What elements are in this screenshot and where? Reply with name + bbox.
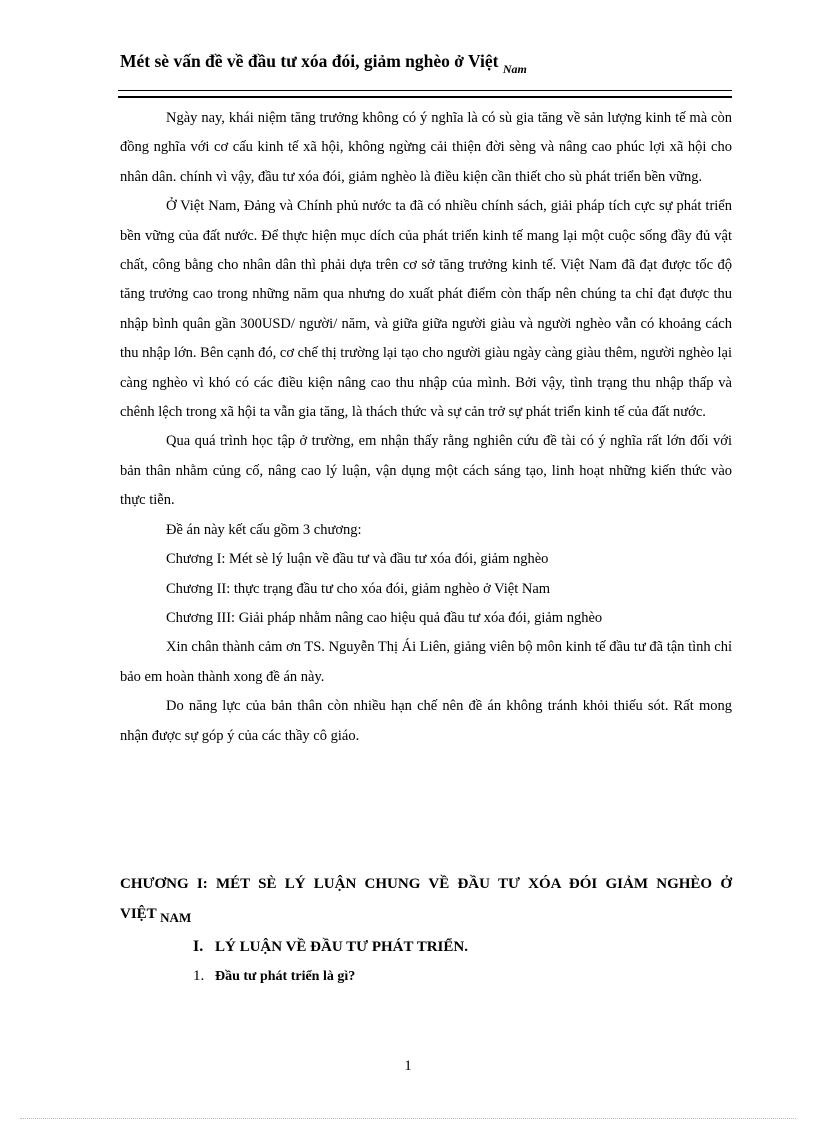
subsection-number: 1.: [193, 968, 205, 984]
header-rule-thick: [118, 96, 732, 98]
structure-intro: Đề án này kết cấu gồm 3 chương:: [166, 521, 362, 538]
chapter-title: CHƯƠNG I: MÉT SÈ LÝ LUẬN CHUNG VỀ ĐẦU TƯ XÓA ĐÓI GIẢM NGHÈO Ở: [120, 876, 732, 892]
paragraph: Ngày nay, khái niệm tăng trưởng không có ý nghĩa là có sù gia tăng về sản lượng kinh tế mà còn đồng nghĩa với cơ cấu kinh tế xã hội, không ngừng cải thiện đời sèng và nâng cao phúc lợi xã hội cho nhân dân. chính vì vậy, đầu tư xóa đói, giảm nghèo là điều kiện cần thiết cho sù phát triển bền vững.: [120, 110, 732, 185]
page-number: 1: [404, 1058, 412, 1074]
subsection-heading: [193, 968, 355, 985]
acknowledgement-paragraph: Xin chân thành cảm ơn TS. Nguyễn Thị Ái Liên, giảng viên bộ môn kinh tế đầu tư đã tận tình chỉ bảo em hoàn thành xong đề án này.: [120, 639, 732, 685]
paragraph: Ở Việt Nam, Đảng và Chính phủ nước ta đã có nhiều chính sách, giải pháp tích cực sự phát triển bền vững của đất nước. Để thực hiện mục dích của phát triển kinh tế mang lại một cuộc sống đầy đủ vật chất, công bằng cho nhân dân thì phải dựa trên cơ sở tăng trưởng kinh tế. Việt Nam đã đạt được tốc độ tăng trưởng cao trong những năm qua nhưng do xuất phát điểm còn thấp nên chúng ta chỉ đạt được thu nhập bình quân gần 300USD/ người/ năm, và giữa giữa người giàu và người nghèo vẫn có khoảng cách thu nhập lớn. Bên cạnh đó, cơ chế thị trường lại tạo cho người giàu ngày càng giàu thêm, người nghèo lại càng nghèo vì khó có các điều kiện nâng cao thu nhập của mình. Bởi vậy, tình trạng thu nhập thấp và chênh lệch trong xã hội ta vẫn gia tăng, là thách thức và sự cản trở sự phát triển kinh tế của đất nước.: [120, 198, 732, 421]
chapter-list-item: Chương III: Giải pháp nhằm nâng cao hiệu quả đầu tư xóa đói, giảm nghèo: [166, 609, 603, 626]
section-title: LÝ LUẬN VỀ ĐẦU TƯ PHÁT TRIỂN.: [215, 939, 468, 955]
page-bottom-border: [20, 1118, 796, 1119]
body-text: [120, 104, 732, 751]
chapter-list-item: Chương II: thực trạng đầu tư cho xóa đói, giảm nghèo ở Việt Nam: [166, 580, 551, 597]
paragraph: Do năng lực của bản thân còn nhiều hạn chế nên đề án không tránh khỏi thiếu sót. Rất mong nhận được sự góp ý của các thầy cô giáo.: [120, 698, 732, 744]
chapter-list-item: Chương I: Mét sè lý luận về đầu tư và đầu tư xóa đói, giảm nghèo: [166, 551, 549, 568]
header-rule-thin: [118, 90, 732, 91]
chapter-title-word: VIỆT: [120, 906, 157, 922]
paragraph: Qua quá trình học tập ở trường, em nhận thấy rằng nghiên cứu đề tài có ý nghĩa rất lớn đối với bản thân nhằm củng cố, nâng cao lý luận, vận dụng một cách sáng tạo, linh hoạt những kiến thức vào thực tiễn.: [120, 433, 732, 509]
subsection-title: Đầu tư phát triển là gì?: [215, 969, 356, 984]
section-heading: [193, 938, 468, 956]
running-header: [120, 51, 527, 76]
chapter-title-continued: [120, 906, 191, 923]
header-title-tail: Nam: [502, 62, 527, 76]
header-title: Mét sè vấn đề về đầu tư xóa đói, giảm nghèo ở Việt: [120, 51, 499, 71]
chapter-title-tail: NAM: [160, 910, 192, 925]
section-number: I.: [193, 938, 204, 955]
